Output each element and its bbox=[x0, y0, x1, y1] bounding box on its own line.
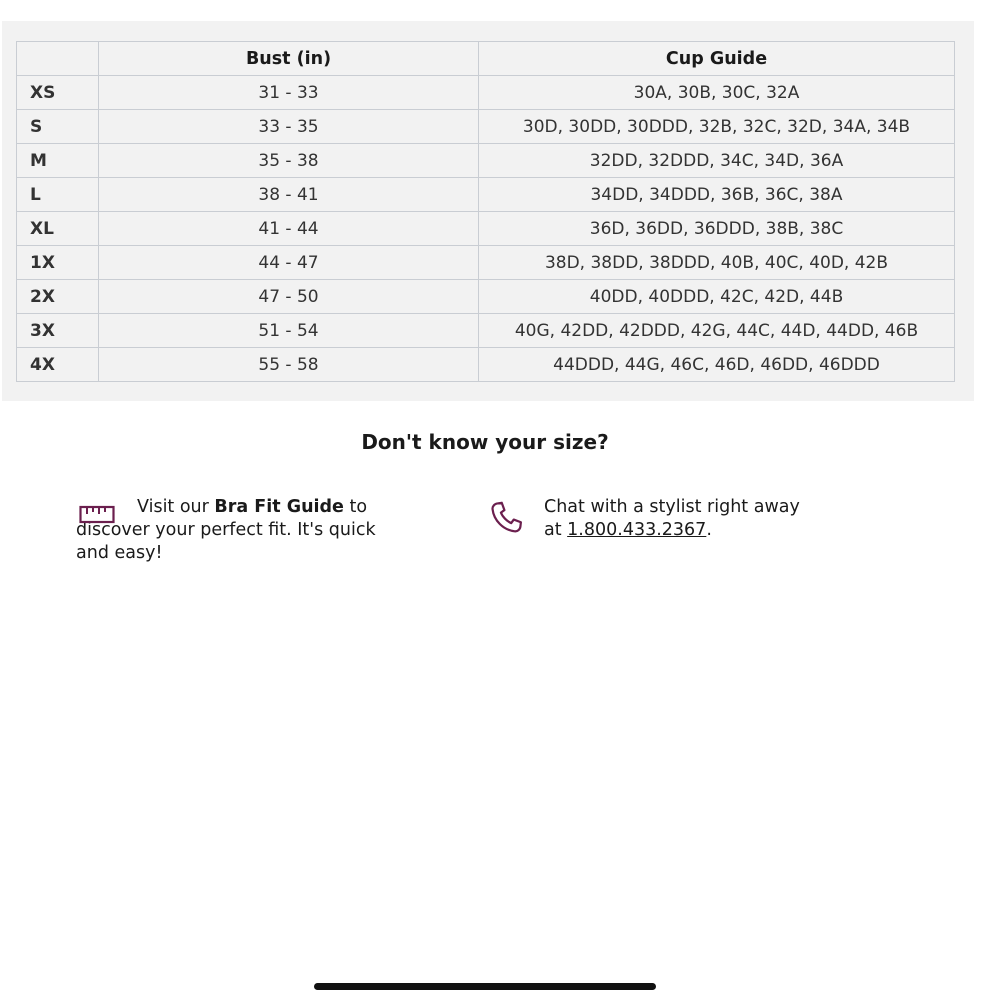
size-cell: XL bbox=[17, 212, 99, 246]
table-row bbox=[17, 280, 955, 314]
home-indicator[interactable] bbox=[314, 983, 656, 990]
table-row bbox=[17, 246, 955, 280]
size-cell: 3X bbox=[17, 314, 99, 348]
cup-cell: 32DD, 32DDD, 34C, 34D, 36A bbox=[479, 144, 955, 178]
help-title: Don't know your size? bbox=[361, 430, 609, 454]
size-cell: 2X bbox=[17, 280, 99, 314]
table-row bbox=[17, 178, 955, 212]
ruler-icon bbox=[79, 504, 115, 533]
cup-cell: 40G, 42DD, 42DDD, 42G, 44C, 44D, 44DD, 46B bbox=[479, 314, 955, 348]
bust-cell: 33 - 35 bbox=[99, 110, 479, 144]
bust-cell: 47 - 50 bbox=[99, 280, 479, 314]
cup-cell: 30D, 30DD, 30DDD, 32B, 32C, 32D, 34A, 34B bbox=[479, 110, 955, 144]
bra-fit-guide-link[interactable]: Bra Fit Guide bbox=[214, 497, 344, 517]
fit-guide-card bbox=[76, 496, 406, 565]
bust-cell: 31 - 33 bbox=[99, 76, 479, 110]
table-row bbox=[17, 212, 955, 246]
bust-cell: 51 - 54 bbox=[99, 314, 479, 348]
cup-cell: 44DDD, 44G, 46C, 46D, 46DD, 46DDD bbox=[479, 348, 955, 382]
size-chart-panel bbox=[2, 21, 974, 401]
stylist-suffix: . bbox=[706, 520, 712, 540]
header-cup-guide: Cup Guide bbox=[479, 42, 955, 76]
fit-guide-prefix: Visit our bbox=[137, 497, 215, 517]
size-cell: S bbox=[17, 110, 99, 144]
header-size bbox=[17, 42, 99, 76]
table-row bbox=[17, 144, 955, 178]
size-cell: M bbox=[17, 144, 99, 178]
cup-cell: 38D, 38DD, 38DDD, 40B, 40C, 40D, 42B bbox=[479, 246, 955, 280]
fit-guide-suffix: to discover your perfect fit. It's quick and easy! bbox=[76, 497, 376, 563]
cup-cell: 30A, 30B, 30C, 32A bbox=[479, 76, 955, 110]
table-row bbox=[17, 76, 955, 110]
cup-cell: 34DD, 34DDD, 36B, 36C, 38A bbox=[479, 178, 955, 212]
bust-cell: 38 - 41 bbox=[99, 178, 479, 212]
size-cell: L bbox=[17, 178, 99, 212]
phone-number-link[interactable]: 1.800.433.2367 bbox=[567, 520, 707, 540]
bust-cell: 55 - 58 bbox=[99, 348, 479, 382]
header-bust: Bust (in) bbox=[99, 42, 479, 76]
table-row bbox=[17, 314, 955, 348]
phone-icon bbox=[487, 498, 525, 545]
stylist-prefix: Chat with a stylist right away at bbox=[544, 497, 800, 540]
size-cell: 4X bbox=[17, 348, 99, 382]
bust-cell: 44 - 47 bbox=[99, 246, 479, 280]
table-row bbox=[17, 348, 955, 382]
size-cell: 1X bbox=[17, 246, 99, 280]
table-row bbox=[17, 110, 955, 144]
bust-cell: 41 - 44 bbox=[99, 212, 479, 246]
stylist-card bbox=[487, 496, 807, 542]
bust-cell: 35 - 38 bbox=[99, 144, 479, 178]
size-chart-table bbox=[16, 41, 955, 382]
table-header-row bbox=[17, 42, 955, 76]
cup-cell: 40DD, 40DDD, 42C, 42D, 44B bbox=[479, 280, 955, 314]
size-cell: XS bbox=[17, 76, 99, 110]
cup-cell: 36D, 36DD, 36DDD, 38B, 38C bbox=[479, 212, 955, 246]
